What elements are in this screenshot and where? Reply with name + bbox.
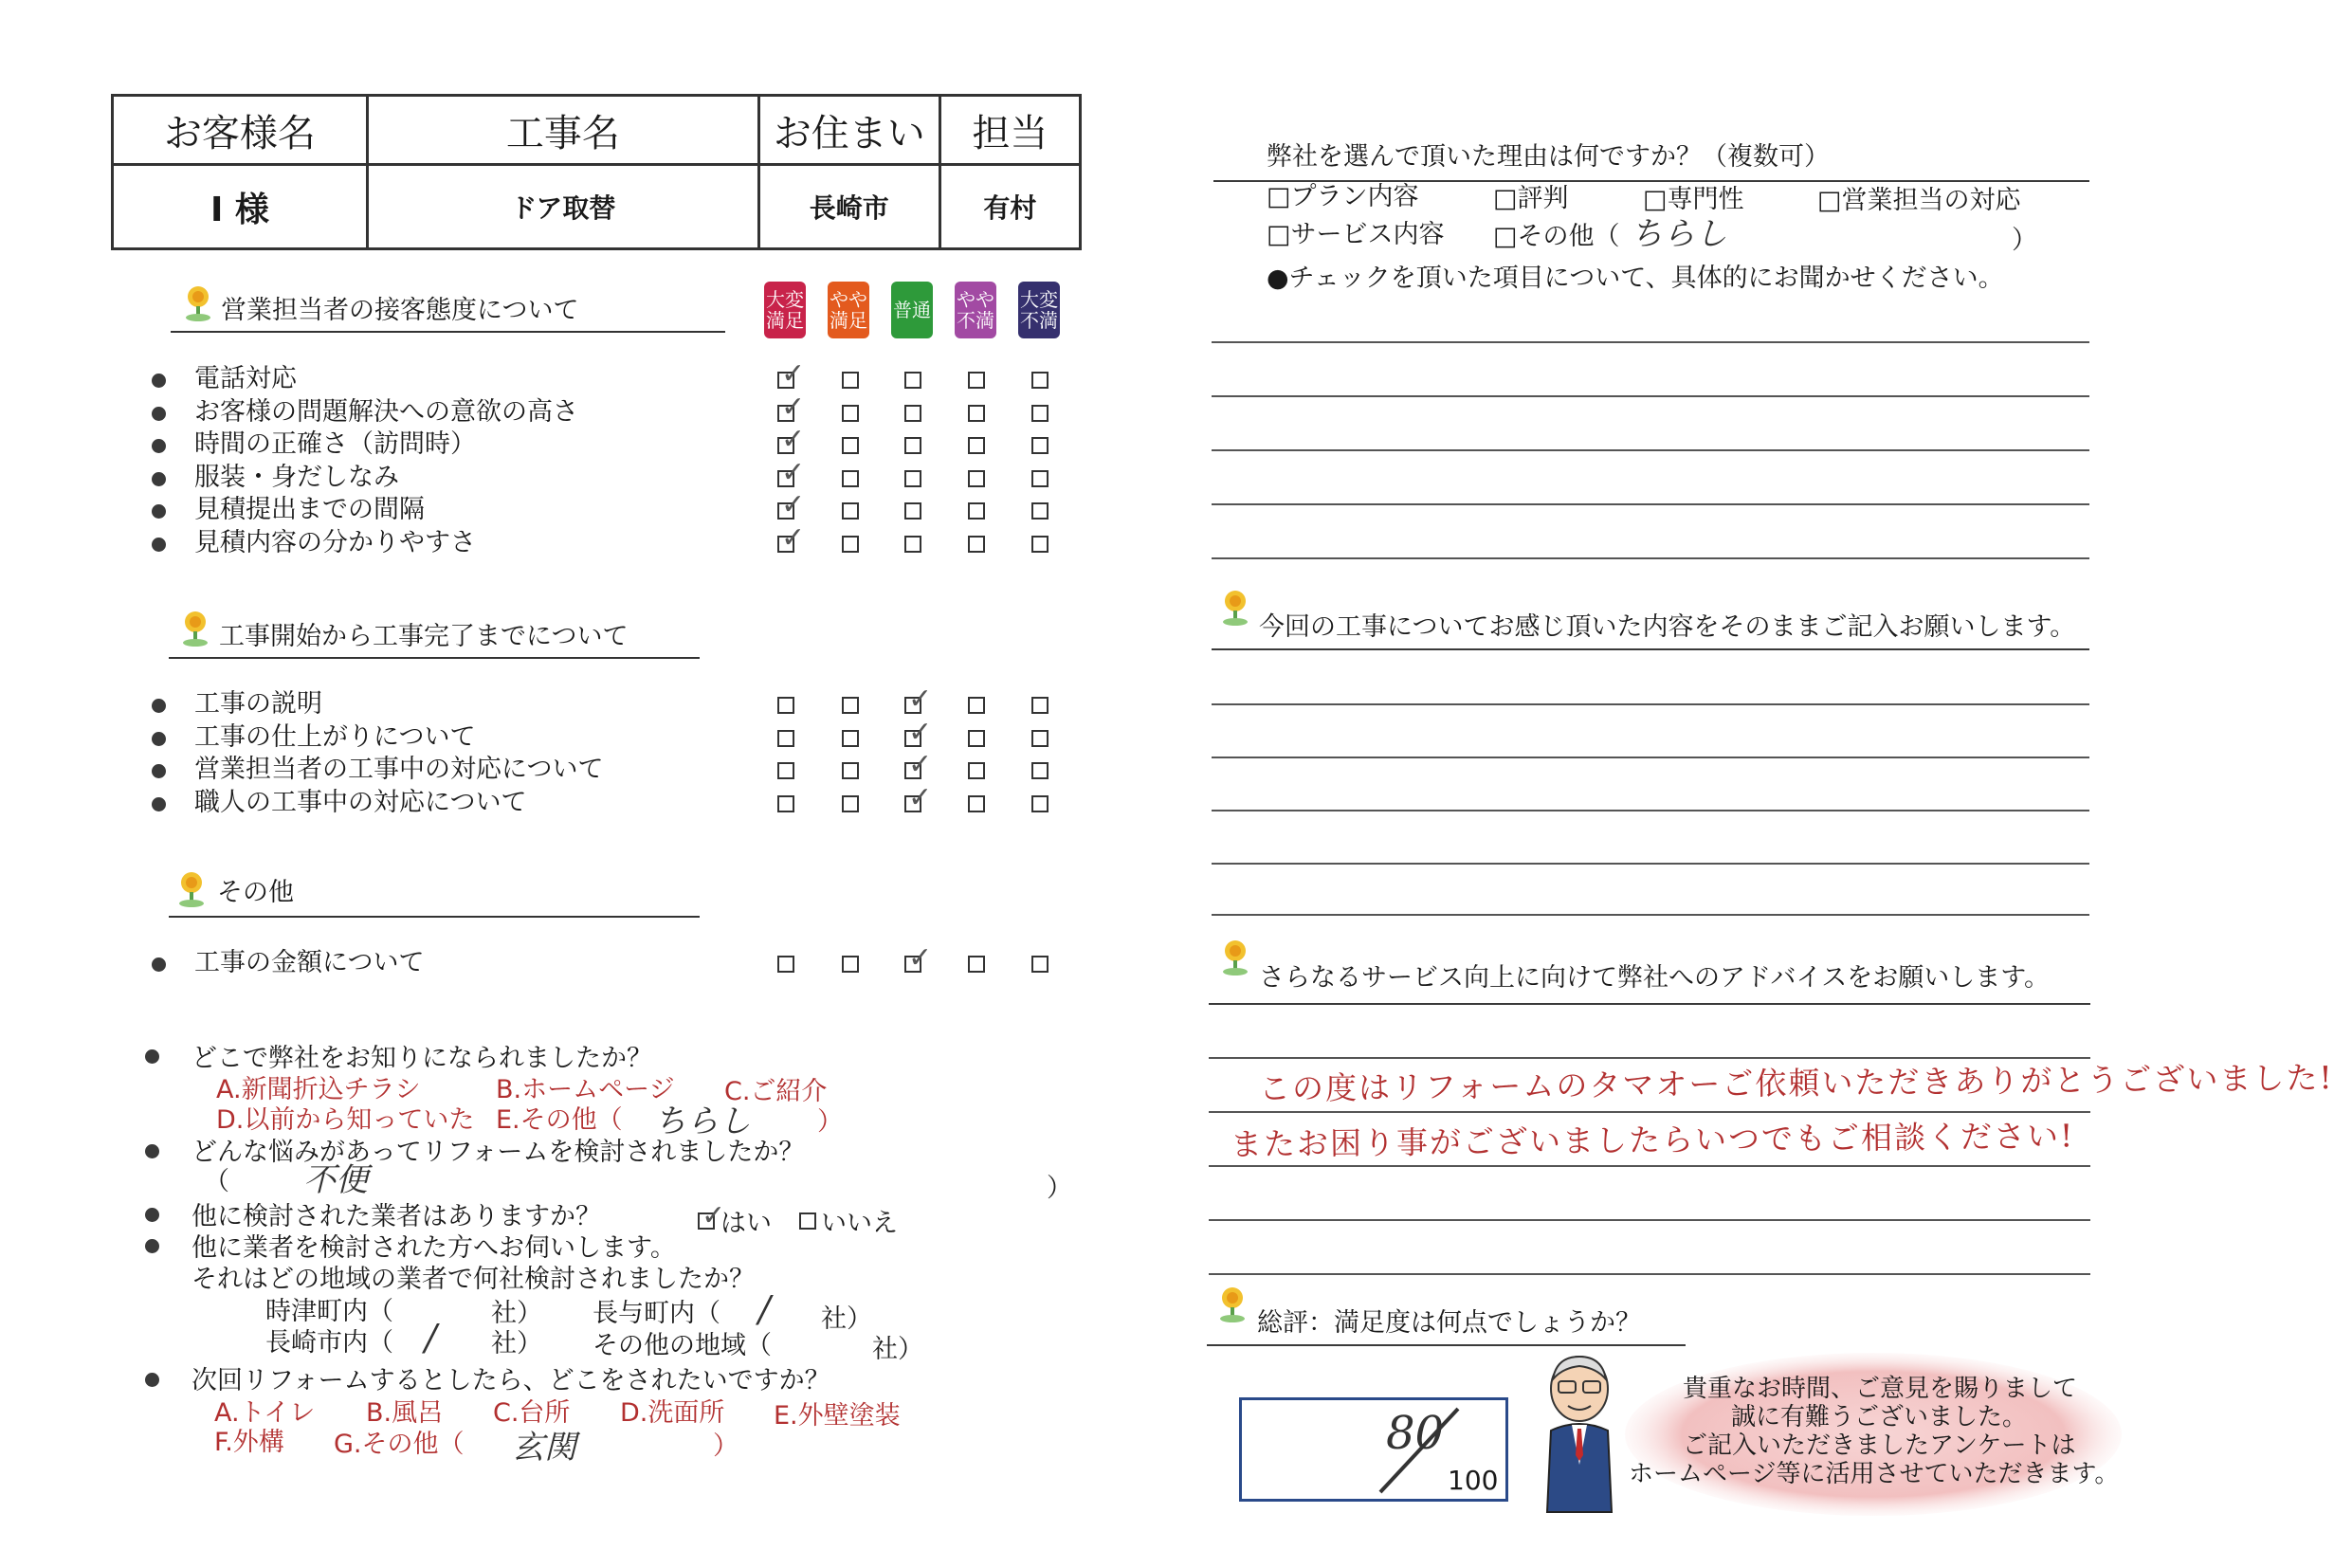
write-line — [1212, 703, 2089, 705]
checkmark-icon: ✓ — [781, 390, 806, 424]
write-line — [1209, 1219, 2090, 1221]
advice-underline — [1209, 1003, 2090, 1005]
customer-label: お客様名 — [163, 111, 316, 155]
scale-dissatisfied — [955, 282, 996, 338]
rating-checkbox[interactable] — [1031, 762, 1048, 779]
bullet — [152, 439, 166, 453]
rating-item-label: 工事の仕上がりについて — [194, 721, 476, 752]
rating-checkbox[interactable] — [968, 762, 985, 779]
rating-checkbox[interactable] — [842, 437, 859, 454]
q-area-question2: それはどの地域の業者で何社検討されましたか？ — [191, 1265, 755, 1294]
checkmark-icon: ✓ — [781, 488, 806, 521]
advice-handwritten-line1: この度はリフォームのタマオーご依頼いただきありがとうございました! — [1258, 1059, 2334, 1107]
q-source-question: どこで弊社をお知りになられましたか？ — [191, 1044, 652, 1073]
write-line — [1209, 1111, 2090, 1113]
bullet — [145, 1144, 159, 1158]
checkmark-icon: ✓ — [781, 455, 806, 489]
area-tokitsu-end: 社） — [491, 1299, 542, 1328]
rating-item-label: 工事の金額について — [194, 948, 425, 977]
rating-checkbox[interactable] — [1031, 536, 1048, 553]
write-line — [1212, 341, 2089, 343]
rating-checkbox[interactable] — [842, 795, 859, 812]
q-source-c: C.ご紹介 — [724, 1077, 828, 1106]
residence-value: 長崎市 — [809, 192, 889, 224]
rating-checkbox[interactable] — [842, 536, 859, 553]
scale-satisfied — [828, 282, 869, 338]
q-worry-answer: 不便 — [303, 1161, 368, 1199]
rating-checkbox[interactable] — [904, 536, 921, 553]
rating-checkbox[interactable] — [968, 697, 985, 714]
work-label-cell — [367, 96, 758, 165]
no-label: いいえ — [821, 1209, 898, 1238]
area-nagayo-end: 社） — [821, 1304, 872, 1334]
header-table — [111, 94, 1082, 250]
president-figure-icon — [1538, 1351, 1621, 1517]
scale-label: 大変満足 — [766, 288, 804, 332]
rating-checkbox[interactable] — [968, 956, 985, 973]
write-line — [1212, 557, 2089, 559]
write-line — [1209, 1057, 2090, 1059]
rating-checkbox[interactable] — [1031, 502, 1048, 520]
bullet — [145, 1208, 159, 1222]
checkmark-icon: ✓ — [908, 683, 933, 716]
q-worry-close: ） — [1047, 1174, 1072, 1203]
rating-checkbox[interactable] — [777, 730, 794, 747]
residence-label: お住まい — [773, 111, 925, 155]
bullet — [152, 504, 166, 519]
checkmark-icon: ✓ — [908, 715, 933, 749]
rating-checkbox[interactable] — [842, 956, 859, 973]
checkmark-icon: ✓ — [908, 748, 933, 781]
area-nagayo-count: / — [758, 1288, 771, 1330]
staff-label: 担当 — [972, 111, 1048, 155]
rating-checkbox[interactable] — [968, 437, 985, 454]
write-line — [1209, 1165, 2090, 1167]
checkmark-icon: ✓ — [908, 941, 933, 975]
write-line — [1212, 395, 2089, 397]
q-source-b: B.ホームページ — [496, 1075, 675, 1104]
bullet — [145, 1049, 159, 1064]
reason-service[interactable]: □サービス内容 — [1267, 220, 1445, 249]
q-source-e-close: ） — [817, 1107, 843, 1137]
rating-checkbox[interactable] — [777, 956, 794, 973]
work-value: ドア取替 — [510, 192, 616, 224]
q-source-d: D.以前から知っていた — [216, 1105, 475, 1135]
scale-very-dissatisfied — [1018, 282, 1060, 338]
checkmark-icon: ✓ — [781, 423, 806, 456]
rating-item-label: 見積内容の分かりやすさ — [194, 527, 476, 557]
impression-title: 今回の工事についてお感じ頂いた内容をそのままご記入お願いします。 — [1259, 612, 2076, 642]
rating-checkbox[interactable] — [777, 795, 794, 812]
write-line — [1212, 863, 2089, 865]
impression-underline — [1212, 648, 2089, 650]
bullet — [145, 1239, 159, 1253]
q-source-e-answer: ちらし — [654, 1103, 751, 1140]
customer-value: I 様 — [210, 190, 269, 229]
rating-checkbox[interactable] — [1031, 437, 1048, 454]
area-nagasaki-end: 社） — [491, 1329, 542, 1358]
checkmark-icon: ✓ — [908, 780, 933, 814]
bullet — [145, 1373, 159, 1387]
rating-checkbox[interactable] — [842, 372, 859, 389]
advice-handwritten-line2: またお困り事がございましたらいつでもご相談ください! — [1230, 1117, 2075, 1163]
q-other-company-question: 他に検討された業者はありますか？ — [191, 1202, 601, 1231]
scale-label: やや満足 — [830, 288, 867, 332]
section-underline — [169, 916, 700, 918]
rating-checkbox[interactable] — [1031, 956, 1048, 973]
section-work-title: 工事開始から工事完了までについて — [219, 622, 629, 651]
rating-checkbox[interactable] — [1031, 470, 1048, 487]
scale-very-satisfied — [764, 282, 806, 338]
overall-title: 総評：満足度は何点でしょうか？ — [1257, 1308, 1641, 1338]
q-next-d: D.洗面所 — [620, 1398, 725, 1428]
rating-item-label: 工事の説明 — [194, 689, 322, 719]
rating-checkbox[interactable] — [968, 372, 985, 389]
customer-label-cell — [113, 96, 368, 165]
rating-item-label: お客様の問題解決への意欲の高さ — [194, 396, 578, 427]
rating-item-label: 電話対応 — [194, 364, 297, 393]
reason-sales-response[interactable]: □営業担当の対応 — [1817, 186, 2021, 215]
bullet — [152, 407, 166, 421]
reason-other[interactable]: □その他（ — [1493, 222, 1620, 251]
rating-checkbox[interactable] — [904, 470, 921, 487]
rating-checkbox[interactable] — [904, 405, 921, 422]
flower-icon — [179, 610, 211, 647]
write-line — [1212, 449, 2089, 451]
reason-reputation[interactable]: □評判 — [1493, 184, 1569, 213]
area-other: その他の地域（ — [593, 1331, 772, 1360]
bullet — [152, 538, 166, 552]
q-source-a: A.新聞折込チラシ — [216, 1075, 421, 1104]
q-source-e: E.その他（ — [496, 1105, 623, 1135]
reason-plan[interactable]: □プラン内容 — [1267, 182, 1419, 211]
q-next-question: 次回リフォームするとしたら、どこをされたいですか？ — [191, 1366, 830, 1395]
reason-prompt: ●チェックを頂いた項目について、具体的にお聞かせください。 — [1267, 264, 2004, 293]
section-sales-title: 営業担当者の接客態度について — [221, 296, 579, 325]
rating-checkbox[interactable] — [968, 795, 985, 812]
reason-title: 弊社を選んで頂いた理由は何ですか？（複数可） — [1267, 142, 1830, 172]
write-line — [1212, 757, 2089, 758]
residence-label-cell — [758, 96, 939, 165]
rating-checkbox[interactable] — [842, 470, 859, 487]
rating-checkbox[interactable] — [968, 502, 985, 520]
rating-checkbox[interactable] — [1031, 405, 1048, 422]
staff-label-cell — [939, 96, 1080, 165]
q-next-e: E.外壁塗装 — [774, 1401, 901, 1431]
bullet — [152, 797, 166, 811]
rating-checkbox[interactable] — [777, 697, 794, 714]
thanks-line1: 貴重なお時間、ご意見を賜りまして — [1683, 1375, 2078, 1403]
thanks-line3: ご記入いただきましたアンケートは — [1683, 1431, 2076, 1460]
q-next-f: F.外構 — [214, 1428, 284, 1457]
rating-checkbox[interactable] — [968, 536, 985, 553]
reason-other-answer: ちらし — [1631, 215, 1727, 253]
overall-underline — [1207, 1344, 1686, 1346]
bullet — [152, 732, 166, 746]
bullet — [152, 472, 166, 486]
area-nagayo: 長与町内（ — [593, 1299, 720, 1328]
checkmark-icon: ✓ — [702, 1199, 726, 1232]
rating-checkbox[interactable] — [904, 372, 921, 389]
flower-icon — [1219, 589, 1251, 627]
checkmark-icon: ✓ — [781, 357, 806, 391]
work-label: 工事名 — [505, 111, 620, 155]
score-value: 80 — [1386, 1407, 1445, 1460]
q-next-g-close: ） — [713, 1431, 738, 1461]
area-tokitsu: 時津町内（ — [265, 1297, 393, 1326]
thanks-line2: 誠に有難うございました。 — [1731, 1403, 2028, 1431]
rating-checkbox[interactable] — [968, 730, 985, 747]
section-underline — [171, 331, 725, 333]
rating-checkbox[interactable] — [842, 730, 859, 747]
write-line — [1212, 914, 2089, 916]
customer-cell — [113, 165, 368, 249]
rating-checkbox[interactable] — [842, 762, 859, 779]
rating-item-label: 職人の工事中の対応について — [194, 787, 527, 817]
rating-checkbox[interactable] — [904, 437, 921, 454]
q-worry-open: （ — [204, 1167, 229, 1196]
write-line — [1209, 1273, 2090, 1275]
write-line — [1212, 503, 2089, 505]
bullet — [152, 699, 166, 713]
area-nagasaki-count: / — [425, 1317, 437, 1358]
rating-checkbox[interactable] — [968, 470, 985, 487]
rating-checkbox[interactable] — [842, 405, 859, 422]
bullet — [152, 764, 166, 778]
rating-item-label: 時間の正確さ（訪問時） — [194, 429, 476, 459]
bullet — [152, 374, 166, 388]
rating-checkbox[interactable] — [1031, 697, 1048, 714]
reason-other-close: ） — [2012, 226, 2037, 255]
scale-neutral — [891, 282, 933, 338]
residence-cell — [758, 165, 939, 249]
flower-icon — [1216, 1285, 1249, 1323]
rating-item-label: 見積提出までの間隔 — [194, 495, 425, 524]
q-worry-question: どんな悩みがあってリフォームを検討されましたか？ — [191, 1138, 805, 1167]
section-other-title: その他 — [217, 878, 294, 907]
q-next-g-answer: 玄関 — [512, 1429, 576, 1467]
score-max: 100 — [1448, 1465, 1499, 1496]
rating-checkbox[interactable] — [1031, 730, 1048, 747]
rating-checkbox[interactable] — [1031, 795, 1048, 812]
thanks-line4: ホームページ等に活用させていただきます。 — [1629, 1460, 2120, 1488]
q-next-g: G.その他（ — [334, 1430, 465, 1459]
advice-title: さらなるサービス向上に向けて弊社へのアドバイスをお願いします。 — [1259, 963, 2051, 993]
rating-checkbox[interactable] — [1031, 372, 1048, 389]
work-cell — [367, 165, 758, 249]
rating-checkbox[interactable] — [777, 762, 794, 779]
area-other-end: 社） — [872, 1335, 923, 1364]
q-next-b: B.風呂 — [366, 1398, 444, 1428]
rating-item-label: 服装・身だしなみ — [194, 462, 399, 492]
flower-icon — [1219, 939, 1251, 976]
rating-checkbox[interactable] — [904, 502, 921, 520]
rating-checkbox[interactable] — [968, 405, 985, 422]
reason-expertise[interactable]: □専門性 — [1643, 185, 1744, 214]
flower-icon — [175, 870, 208, 908]
rating-checkbox[interactable] — [842, 502, 859, 520]
write-line — [1212, 810, 2089, 811]
rating-item-label: 営業担当者の工事中の対応について — [194, 755, 604, 784]
q-next-a: A.トイレ — [214, 1398, 316, 1428]
staff-value: 有村 — [983, 192, 1037, 224]
rating-checkbox[interactable] — [842, 697, 859, 714]
section-underline — [169, 657, 700, 659]
yes-label: はい — [720, 1209, 772, 1238]
staff-cell — [939, 165, 1080, 249]
q-area-question: 他に業者を検討された方へお伺いします。 — [191, 1233, 676, 1263]
area-nagasaki: 長崎市内（ — [265, 1328, 393, 1358]
no-checkbox[interactable] — [799, 1212, 816, 1230]
bullet — [152, 957, 166, 972]
checkmark-icon: ✓ — [781, 520, 806, 555]
scale-label: やや不満 — [957, 288, 994, 332]
flower-icon — [182, 284, 214, 322]
q-next-c: C.台所 — [493, 1398, 571, 1428]
scale-label: 普通 — [893, 299, 931, 321]
scale-label: 大変不満 — [1020, 288, 1058, 332]
